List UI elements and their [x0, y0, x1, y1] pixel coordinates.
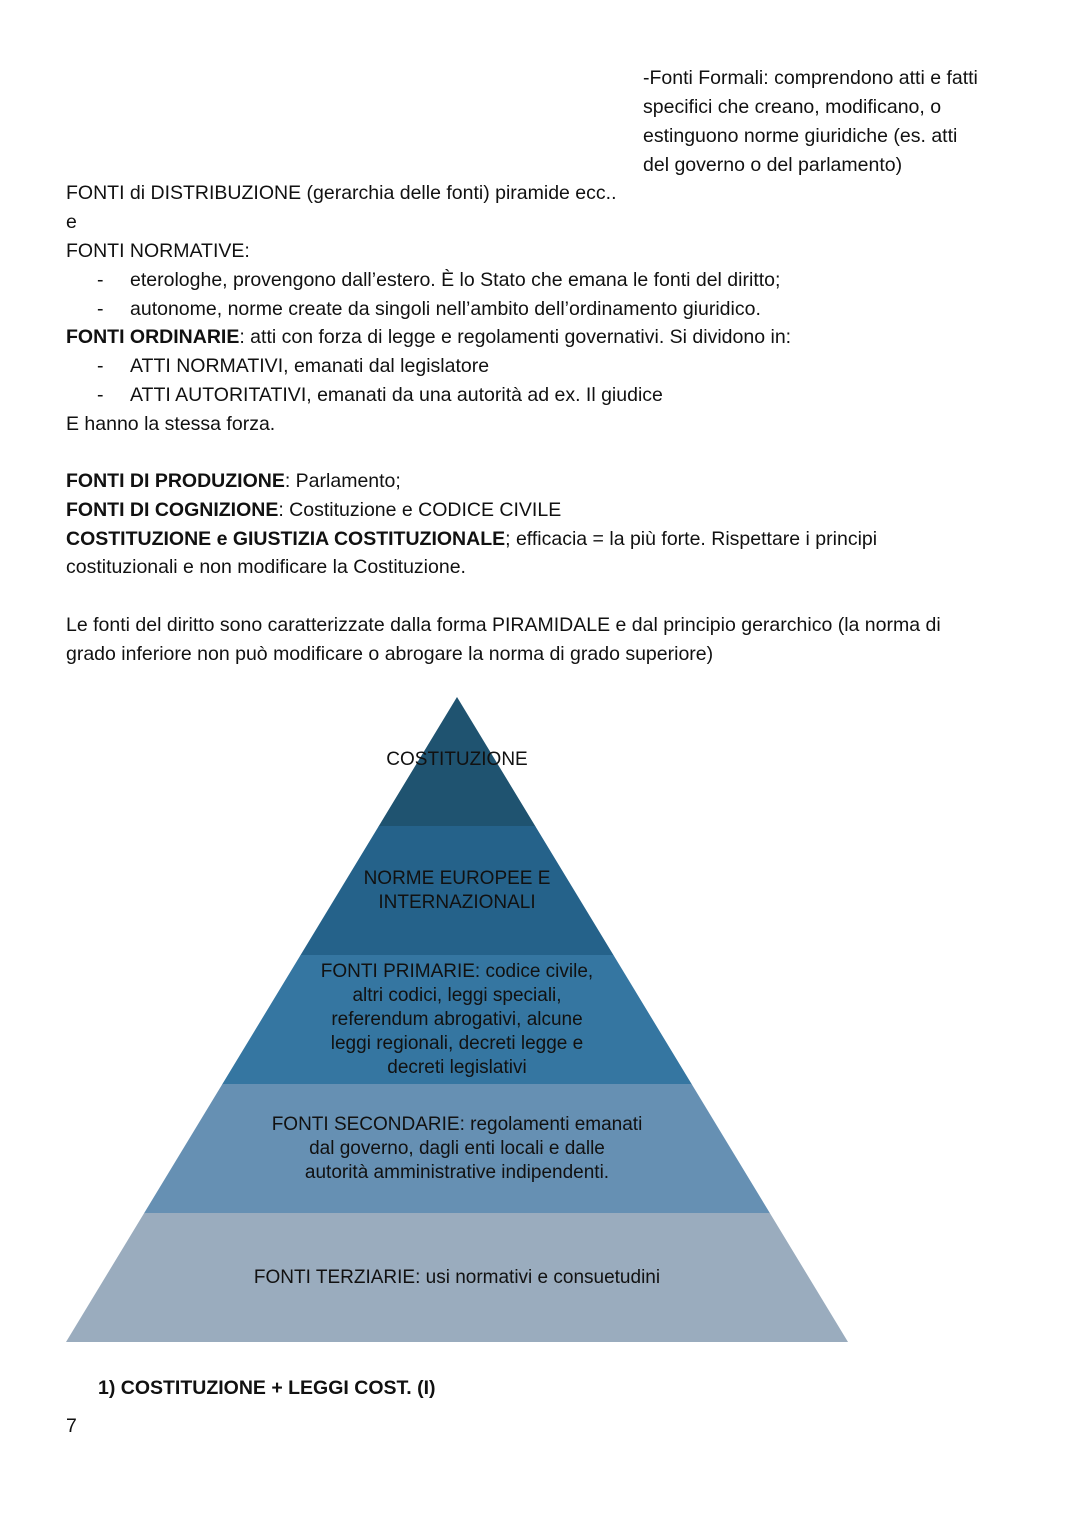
pyramid-label-line: NORME EUROPEE E: [363, 867, 551, 889]
constitution-line-2: costituzionali e non modificare la Costituzione.: [66, 556, 466, 578]
page-number: 7: [66, 1415, 77, 1437]
pyramid-label-line: leggi regionali, decreti legge e: [330, 1032, 584, 1054]
production-bold: FONTI DI PRODUZIONE: [66, 470, 285, 492]
cognition-rest: : Costituzione e CODICE CIVILE: [278, 499, 562, 521]
bullet-dash: -: [97, 355, 104, 377]
pyramid-label-line: decreti legislativi: [387, 1056, 527, 1078]
pyramid-label-line: referendum abrogativi, alcune: [331, 1008, 583, 1030]
cognition-bold: FONTI DI COGNIZIONE: [66, 499, 279, 521]
text-line: -Fonti Formali: comprendono atti e fatti: [643, 67, 978, 89]
constitution-rest: ; efficacia = la più forte. Rispettare i principi: [505, 528, 878, 550]
pyramid-label-line: altri codici, leggi speciali,: [352, 984, 562, 1006]
pyramid-label-4: [157, 1113, 757, 1185]
normative-item: eterologhe, provengono dall’estero. È lo Stato che emana le fonti del diritto;: [130, 269, 781, 291]
pyramid-label-3: [157, 960, 757, 1080]
normative-item: autonome, norme create da singoli nell’ambito dell’ordinamento giuridico.: [130, 298, 761, 320]
numbered-heading: 1) COSTITUZIONE + LEGGI COST. (I): [98, 1377, 436, 1399]
bullet-dash: -: [97, 384, 104, 406]
pyramid-label-5: [157, 1266, 757, 1290]
ordinary-bold: FONTI ORDINARIE: [66, 326, 240, 348]
pyramid-label-line: autorità amministrative indipendenti.: [304, 1161, 610, 1183]
pyramid-label-line: dal governo, dagli enti locali e dalle: [309, 1137, 605, 1159]
normative-title: FONTI NORMATIVE:: [66, 240, 250, 262]
production-rest: : Parlamento;: [284, 470, 401, 492]
text-line: estinguono norme giuridiche (es. atti: [643, 125, 958, 147]
pyramid-label-line: FONTI SECONDARIE: regolamenti emanati: [271, 1113, 643, 1135]
pyramid-label-line: FONTI PRIMARIE: codice civile,: [320, 960, 594, 982]
pyramid-paragraph: Le fonti del diritto sono caratterizzate dalla forma PIRAMIDALE e dal principio gerarchico (la norma di: [66, 614, 941, 636]
ordinary-item: ATTI NORMATIVI, emanati dal legislatore: [130, 355, 490, 377]
pyramid-label-line: FONTI TERZIARIE: usi normativi e consuetudini: [253, 1266, 661, 1288]
pyramid-label-line: COSTITUZIONE: [386, 749, 528, 770]
same-force: E hanno la stessa forza.: [66, 413, 276, 435]
ordinary-item: ATTI AUTORITATIVI, emanati da una autorità ad ex. Il giudice: [130, 384, 663, 406]
conjunction: e: [66, 211, 77, 233]
text-line: specifici che creano, modificano, o: [643, 96, 942, 118]
pyramid-label-1: [157, 748, 757, 772]
distribution-line: FONTI di DISTRIBUZIONE (gerarchia delle fonti) piramide ecc..: [66, 182, 617, 204]
pyramid-paragraph: grado inferiore non può modificare o abrogare la norma di grado superiore): [66, 643, 714, 665]
ordinary-rest: : atti con forza di legge e regolamenti governativi. Si dividono in:: [239, 326, 792, 348]
pyramid-label-line: INTERNAZIONALI: [378, 891, 536, 913]
bullet-dash: -: [97, 269, 104, 291]
pyramid-label-2: [157, 867, 757, 915]
constitution-bold: COSTITUZIONE e GIUSTIZIA COSTITUZIONALE: [66, 528, 506, 550]
text-line: del governo o del parlamento): [643, 154, 903, 176]
bullet-dash: -: [97, 298, 104, 320]
